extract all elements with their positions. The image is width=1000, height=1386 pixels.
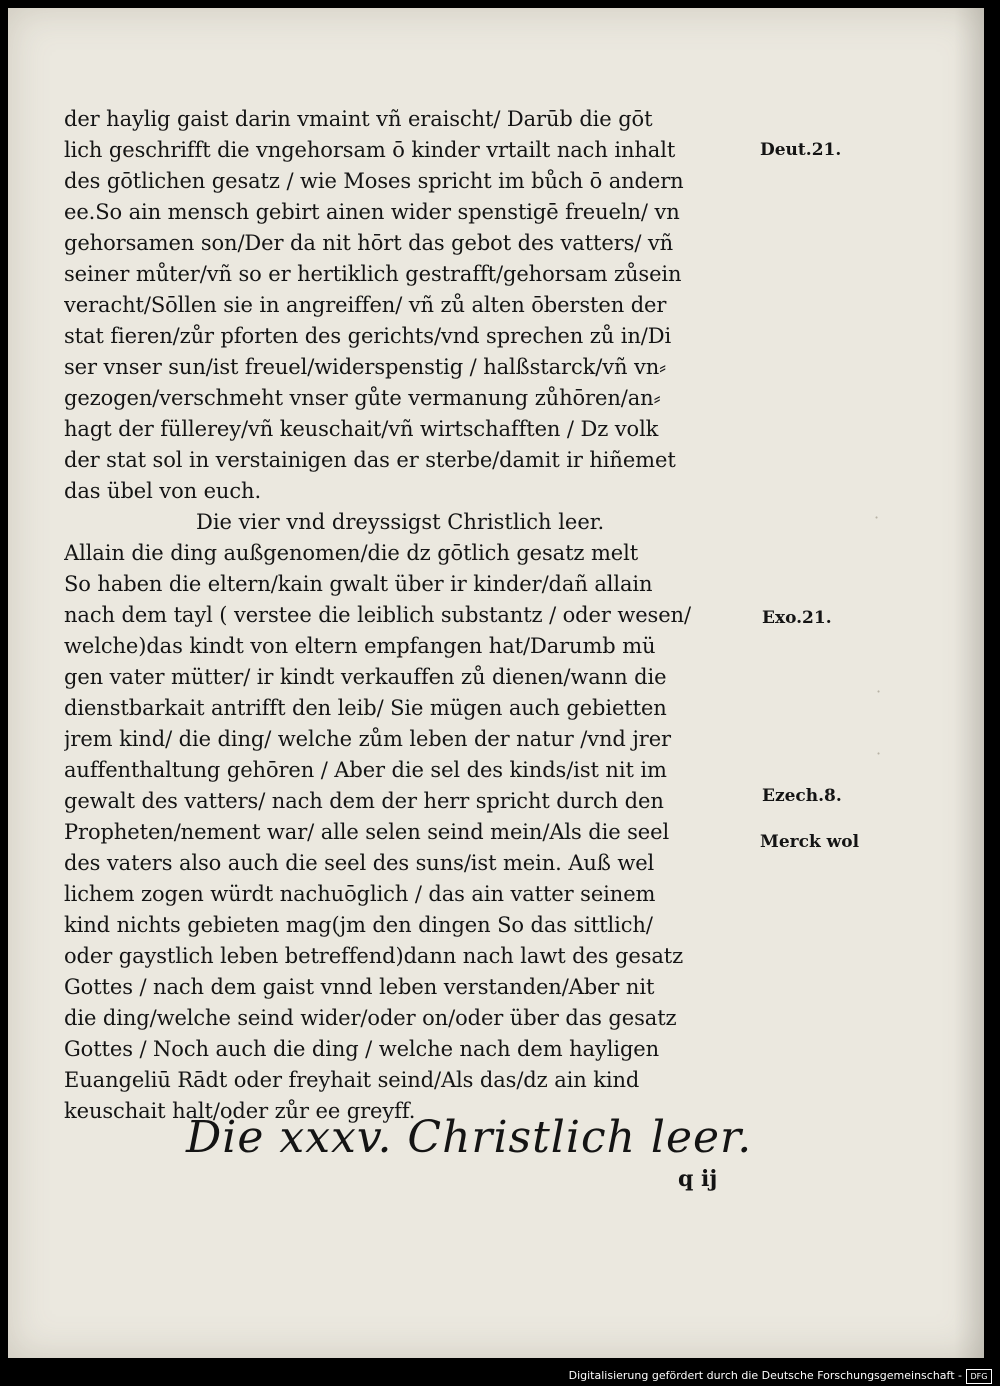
text-line: kind nichts gebieten mag(jm den dingen So das sittlich/ [64, 913, 653, 937]
text-line: gehorsamen son/Der da nit hōrt das gebot des vatters/ vñ [64, 231, 674, 255]
text-line: keuschait halt/oder zůr ee greyff. [64, 1099, 416, 1123]
text-line: stat fieren/zůr pforten des gerichts/vnd sprechen zů in/Di [64, 324, 672, 348]
section-heading: Die vier vnd dreyssigst Christlich leer. [196, 510, 605, 534]
text-line: seiner můter/vñ so er hertiklich gestrafft/gehorsam zůsein [64, 262, 682, 286]
text-line: lichem zogen würdt nachuōglich / das ain vatter seinem [64, 882, 656, 906]
text-line: Propheten/nement war/ alle selen seind mein/Als die seel [64, 820, 670, 844]
dfg-logo-icon: DFG [966, 1369, 992, 1384]
margin-note-exo: Exo.21. [762, 608, 832, 628]
show-through-mark: · [876, 682, 882, 701]
margin-note-merck: Merck wol [760, 832, 860, 852]
text-line: gewalt des vatters/ nach dem der herr spricht durch den [64, 789, 664, 813]
text-line: gezogen/verschmeht vnser gůte vermanung zůhōren/an⸗ [64, 386, 661, 410]
text-line: Allain die ding außgenomen/die dz gōtlich gesatz melt [64, 541, 639, 565]
page-edge-shadow [954, 8, 984, 1358]
margin-note-ezech: Ezech.8. [762, 786, 842, 806]
text-line: lich geschrifft die vngehorsam ō kinder vrtailt nach inhalt [64, 138, 676, 162]
text-line: ser vnser sun/ist freuel/widerspenstig / halßstarck/vñ vn⸗ [64, 355, 667, 379]
text-line: oder gaystlich leben betreffend)dann nach lawt des gesatz [64, 944, 684, 968]
text-line: hagt der füllerey/vñ keuschait/vñ wirtschafften / Dz volk [64, 417, 659, 441]
funding-notice: Digitalisierung gefördert durch die Deutsche Forschungsgemeinschaft - [568, 1369, 962, 1382]
text-line: dienstbarkait antrifft den leib/ Sie mügen auch gebietten [64, 696, 667, 720]
text-line: Euangeliū Rādt oder freyhait seind/Als das/dz ain kind [64, 1068, 640, 1092]
folio-signature: q ij [678, 1166, 718, 1192]
text-line: die ding/welche seind wider/oder on/oder über das gesatz [64, 1006, 677, 1030]
show-through-mark: · [876, 744, 882, 763]
text-line: ee.So ain mensch gebirt ainen wider spenstigē freueln/ vn [64, 200, 680, 224]
text-line: der stat sol in verstainigen das er sterbe/damit ir hiñemet [64, 448, 676, 472]
text-line: des vaters also auch die seel des suns/ist mein. Auß wel [64, 851, 655, 875]
text-line: Gottes / Noch auch die ding / welche nach dem hayligen [64, 1037, 660, 1061]
text-line: der haylig gaist darin vmaint vñ eraischt/ Darūb die gōt [64, 107, 653, 131]
text-line: jrem kind/ die ding/ welche zům leben der natur /vnd jrer [64, 727, 671, 751]
chapter-heading: Die xxxv. Christlich leer. [186, 1112, 753, 1163]
show-through-mark: · [874, 508, 880, 527]
main-text [64, 104, 764, 1127]
text-line: So haben die eltern/kain gwalt über ir kinder/dañ allain [64, 572, 653, 596]
margin-note-deut: Deut.21. [760, 140, 842, 160]
text-line: welche)das kindt von eltern empfangen hat/Darumb mü [64, 634, 656, 658]
text-line: veracht/Sōllen sie in angreiffen/ vñ zů alten ōbersten der [64, 293, 667, 317]
text-line: des gōtlichen gesatz / wie Moses spricht im bůch ō andern [64, 169, 684, 193]
text-line: nach dem tayl ( verstee die leiblich substantz / oder wesen/ [64, 603, 691, 627]
text-line: gen vater mütter/ ir kindt verkauffen zů dienen/wann die [64, 665, 667, 689]
book-page [8, 8, 984, 1358]
text-line: das übel von euch. [64, 479, 262, 503]
text-line: Gottes / nach dem gaist vnnd leben verstanden/Aber nit [64, 975, 655, 999]
text-line: auffenthaltung gehōren / Aber die sel des kinds/ist nit im [64, 758, 667, 782]
footer-bar [0, 1366, 1000, 1386]
